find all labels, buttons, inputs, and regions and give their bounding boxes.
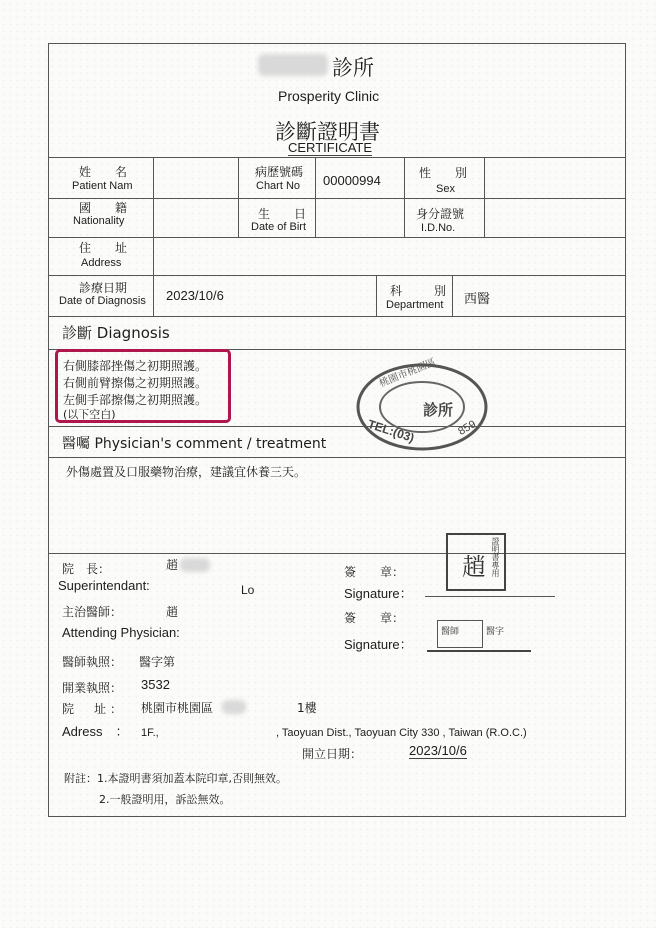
diagnosis-line-2: 右側前臂擦傷之初期照護。: [63, 376, 208, 390]
note-1: 附註：1.本證明書須加蓋本院印章,否則無效。: [64, 772, 287, 785]
physician-seal-text: 醫師 醫字: [441, 627, 505, 637]
issue-date-label: 開立日期：: [302, 747, 363, 761]
sex-label-zh: 性 別: [419, 166, 474, 180]
certificate-title-en: CERTIFICATE: [288, 140, 373, 155]
clinic-stamp-ring: [355, 362, 489, 452]
address-tail-en: , Taoyuan Dist., Taoyuan City 330 , Taiwan (R.O.C.): [276, 727, 527, 739]
visit-date-label-en: Date of Diagnosis: [59, 295, 146, 307]
visit-date-value: 2023/10/6: [166, 288, 224, 303]
sex-label-en: Sex: [436, 183, 455, 195]
stamp-center-text: 診所: [423, 401, 454, 419]
superintendent-seal: [446, 533, 506, 591]
redacted-superintendent: [180, 558, 210, 572]
diagnosis-heading: 診斷 Diagnosis: [62, 324, 170, 342]
stamp-bottom-text: TEL:(03): [366, 416, 416, 446]
stamp-number-text: 859: [456, 418, 479, 438]
diagnosis-line-3: 左側手部擦傷之初期照護。: [63, 393, 208, 407]
id-label-en: I.D.No.: [421, 222, 456, 234]
practice-license-label: 開業執照：: [62, 681, 123, 695]
dob-label-en: Date of Birt: [251, 221, 307, 233]
visit-date-label-zh: 診療日期: [79, 281, 128, 295]
address-value-en: 1F.,: [141, 727, 159, 739]
id-label-zh: 身分證號: [416, 207, 465, 221]
diagnosis-line-4: (以下空白): [63, 408, 116, 421]
clinic-name-en: Prosperity Clinic: [278, 88, 380, 104]
dept-value: 西醫: [464, 292, 491, 307]
chart-number: 00000994: [323, 173, 381, 188]
address-label-en: Address: [81, 257, 122, 269]
redacted-address-zh: [222, 700, 246, 714]
issue-date-value: 2023/10/6: [409, 743, 467, 758]
certificate-title-zh: 診斷證明書: [275, 120, 380, 144]
superintendent-label-zh: 院 長：: [62, 562, 111, 576]
dob-label-zh: 生 日: [258, 207, 313, 221]
name-label-zh: 姓 名: [79, 165, 134, 179]
name-label-en: Patient Nam: [72, 180, 133, 192]
superintendent-name-en: Lo: [241, 583, 255, 597]
dept-label-zh: 科 別: [390, 284, 457, 298]
address-floor-zh: 1樓: [297, 701, 317, 715]
physician-seal: [427, 620, 531, 652]
diagnosis-line-1: 右側膝部挫傷之初期照護。: [63, 359, 208, 373]
signature-label-zh-2: 簽 章：: [344, 611, 405, 625]
physician-license-value: 醫字第: [139, 655, 176, 669]
nationality-label-zh: 國 籍: [79, 201, 134, 215]
chart-label-zh: 病歷號碼: [255, 165, 304, 179]
stamp-top-text: 桃園市桃園區: [377, 357, 438, 390]
practice-license-value: 3532: [141, 677, 170, 692]
comment-heading: 醫囑 Physician's comment / treatment: [62, 436, 327, 452]
attending-label-en: Attending Physician:: [62, 625, 180, 640]
attending-name: 趙: [166, 605, 179, 619]
comment-text: 外傷處置及口服藥物治療，建議宜休養三天。: [66, 465, 307, 479]
form-frame: [48, 43, 626, 817]
signature-label-zh-1: 簽 章：: [344, 565, 405, 579]
physician-license-label: 醫師執照：: [62, 655, 123, 669]
address-label-zh: 住 址: [79, 241, 134, 255]
address-label-en-footer: Adress ：: [62, 724, 129, 739]
clinic-stamp: [355, 357, 489, 452]
address-value-zh: 桃園市桃園區: [141, 701, 214, 715]
superintendent-name: 趙: [166, 558, 179, 572]
superintendent-label-en: Superintendant:: [58, 578, 150, 593]
chart-label-en: Chart No: [256, 180, 301, 192]
nationality-label-en: Nationality: [73, 215, 125, 227]
seal-scribble: 趙: [462, 553, 486, 581]
address-label-zh-footer: 院 址：: [62, 702, 127, 716]
attending-label-zh: 主治醫師：: [62, 605, 123, 619]
note-2: 2.一般證明用，訴訟無效。: [99, 793, 231, 806]
clinic-name-zh: 診所: [332, 56, 374, 80]
dept-label-en: Department: [386, 299, 444, 311]
seal-text-1: 證明書專用: [491, 537, 500, 577]
signature-label-en-2: Signature：: [344, 637, 413, 652]
signature-label-en-1: Signature：: [344, 586, 413, 601]
